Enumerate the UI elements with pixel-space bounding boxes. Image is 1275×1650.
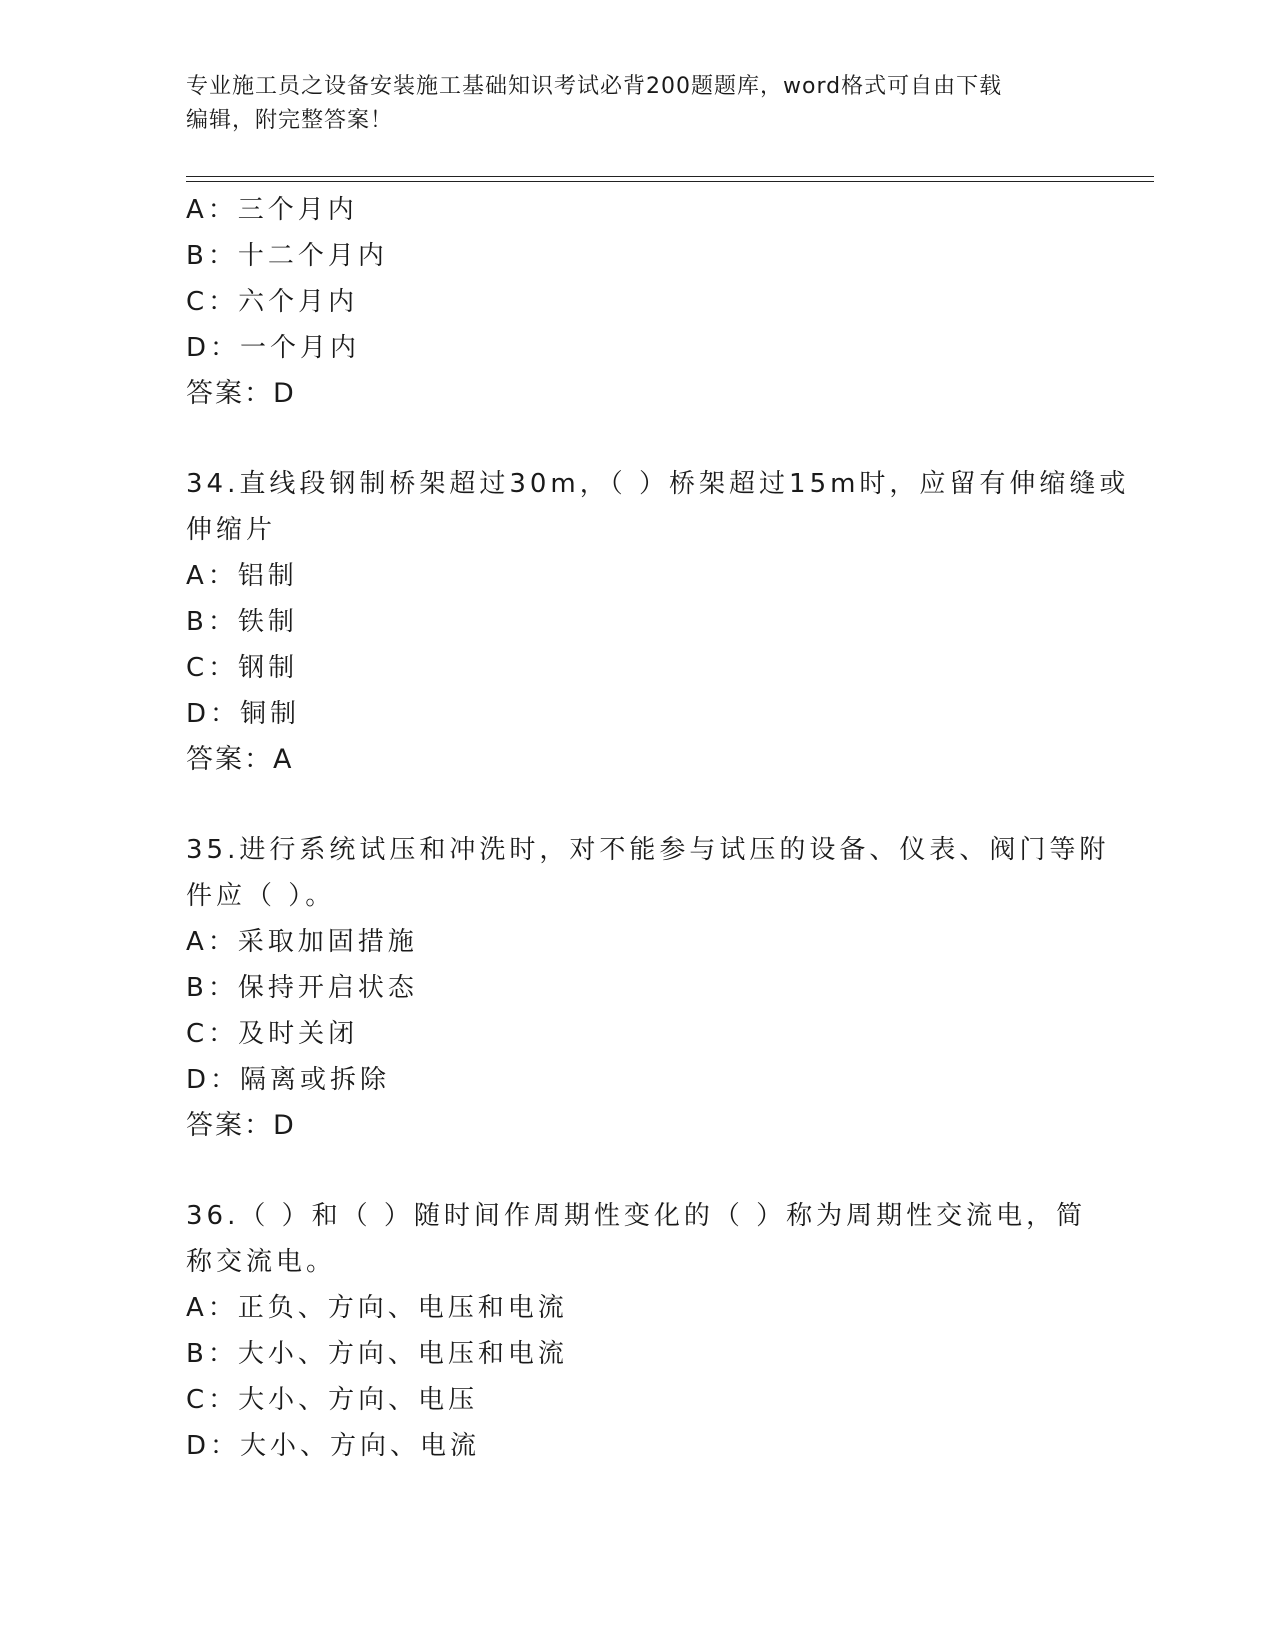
option-b: B：大小、方向、电压和电流 <box>186 1339 568 1369</box>
option-b: B：铁制 <box>186 607 298 637</box>
answer: 答案：A <box>186 744 294 775</box>
header-rule-top <box>186 176 1154 177</box>
question-text-line-1: 35.进行系统试压和冲洗时，对不能参与试压的设备、仪表、阀门等附 <box>186 835 1110 865</box>
option-d: D：大小、方向、电流 <box>186 1431 481 1461</box>
option-d: D：铜制 <box>186 699 301 729</box>
question-36 <box>186 1193 1086 1469</box>
option-c: C：及时关闭 <box>186 1019 359 1049</box>
answer: 答案：D <box>186 1110 296 1141</box>
option-a: A：铝制 <box>186 561 298 591</box>
spacer <box>186 417 1086 461</box>
option-b: B：保持开启状态 <box>186 973 418 1003</box>
document-header <box>186 70 1086 138</box>
option-a: A：三个月内 <box>186 195 358 225</box>
question-text-line-2: 称交流电。 <box>186 1247 337 1277</box>
question-35 <box>186 827 1110 1149</box>
header-rule-bottom <box>186 181 1154 182</box>
question-34 <box>186 461 1130 783</box>
option-c: C：六个月内 <box>186 287 359 317</box>
header-title-line-1: 专业施工员之设备安装施工基础知识考试必背200题题库，word格式可自由下载 <box>186 74 1003 99</box>
option-c: C：大小、方向、电压 <box>186 1385 479 1415</box>
spacer <box>186 783 1086 827</box>
question-text-line-1: 36.（ ）和（ ）随时间作周期性变化的（ ）称为周期性交流电，简 <box>186 1201 1087 1231</box>
question-text-line-1: 34.直线段钢制桥架超过30m，（ ）桥架超过15m时，应留有伸缩缝或 <box>186 469 1130 499</box>
question-text-line-2: 伸缩片 <box>186 515 277 545</box>
question-list <box>186 187 1130 1469</box>
question-33-continuation <box>186 187 1086 417</box>
header-title-line-2: 编辑，附完整答案！ <box>186 108 394 133</box>
question-text-line-2: 件应（ ）。 <box>186 881 336 911</box>
answer: 答案：D <box>186 378 296 409</box>
spacer <box>186 1149 1086 1193</box>
option-a: A：正负、方向、电压和电流 <box>186 1293 568 1323</box>
option-b: B：十二个月内 <box>186 241 388 271</box>
option-c: C：钢制 <box>186 653 299 683</box>
option-d: D：一个月内 <box>186 333 361 363</box>
option-a: A：采取加固措施 <box>186 927 418 957</box>
option-d: D：隔离或拆除 <box>186 1065 391 1095</box>
